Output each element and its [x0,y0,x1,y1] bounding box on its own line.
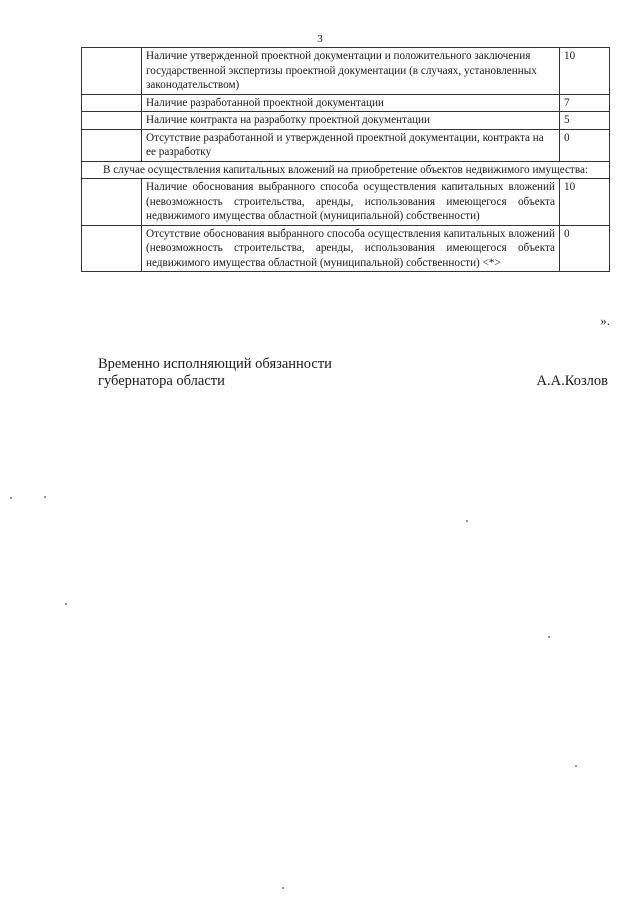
criterion-text: Наличие контракта на разработку проектной документации [142,112,560,130]
empty-cell [82,94,142,112]
criterion-text: Наличие разработанной проектной документации [142,94,560,112]
empty-cell [82,179,142,226]
signer-title-line2: губернатора области [98,373,225,389]
criterion-text: Отсутствие обоснования выбранного способа осуществления капитальных вложений (невозможность строительства, аренды, использования имеющегося объекта недвижимого имущества областной (муниципальной) собственности) <*> [142,225,560,272]
scan-speck [575,765,577,767]
scan-speck [548,636,550,638]
table-row [82,112,610,130]
scan-speck [65,603,67,605]
criterion-score: 5 [560,112,610,130]
empty-cell [82,48,142,95]
criterion-text: Наличие обоснования выбранного способа осуществления капитальных вложений (невозможность строительства, аренды, использования имеющегося объекта недвижимого имущества областной (муниципальной) собственности) [142,179,560,226]
criterion-score: 10 [560,179,610,226]
signer-title-line1: Временно исполняющий обязанности [98,356,332,372]
scan-speck [44,496,46,498]
table-row [82,94,610,112]
page-number: 3 [317,33,323,45]
table-row [82,48,610,95]
scan-speck [10,497,12,499]
scan-speck [466,520,468,522]
criterion-text: Наличие утвержденной проектной документации и положительного заключения государственной экспертизы проектной документации (в случаях, установленных законодательством) [142,48,560,95]
empty-cell [82,225,142,272]
table-row [82,225,610,272]
criterion-score: 0 [560,225,610,272]
closing-quote: ». [600,313,610,328]
empty-cell [82,129,142,161]
scan-speck [282,887,284,889]
criterion-score: 7 [560,94,610,112]
section-header-row [82,161,610,179]
empty-cell [82,112,142,130]
signature-block [98,356,608,390]
criterion-score: 10 [560,48,610,95]
criteria-table [81,47,610,272]
criterion-text: Отсутствие разработанной и утвержденной проектной документации, контракта на ее разработку [142,129,560,161]
table-row [82,129,610,161]
table-row [82,179,610,226]
criterion-score: 0 [560,129,610,161]
section-header: В случае осуществления капитальных вложений на приобретение объектов недвижимого имущества: [82,161,610,179]
signer-name: А.А.Козлов [536,373,608,389]
